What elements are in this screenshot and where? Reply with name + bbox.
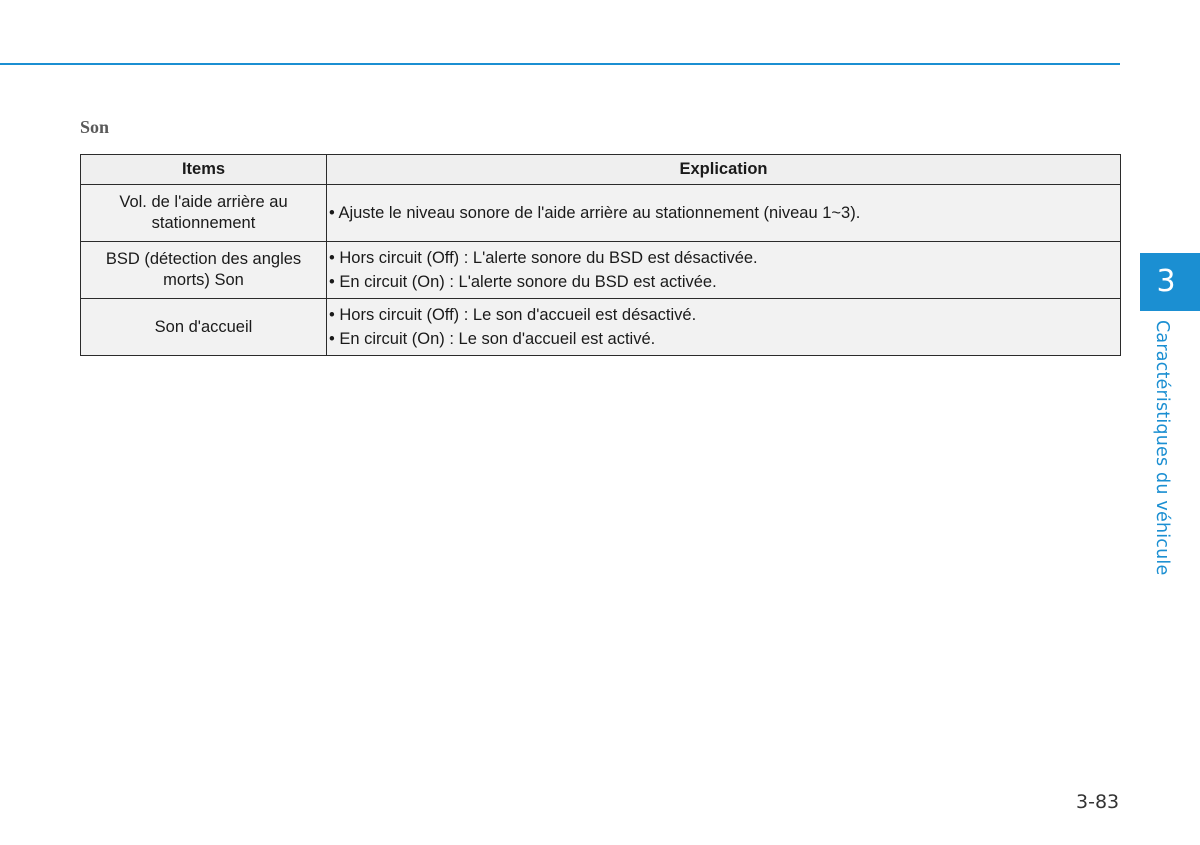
page-number: 3-83 [1076, 791, 1120, 813]
header-explication: Explication [327, 155, 1121, 185]
table-row [81, 299, 1121, 356]
row-item: BSD (détection des angles morts) Son [81, 242, 327, 299]
chapter-tab [1140, 253, 1200, 311]
settings-table [80, 154, 1121, 356]
table-row [81, 185, 1121, 242]
chapter-label: Caractéristiques du véhicule [1152, 320, 1172, 576]
top-rule [0, 63, 1120, 65]
row-explication [327, 185, 1121, 242]
row-item: Son d'accueil [81, 299, 327, 356]
section-title: Son [80, 117, 110, 137]
table-header-row [81, 155, 1121, 185]
explication-line: • En circuit (On) : Le son d'accueil est activé. [329, 330, 656, 348]
row-item: Vol. de l'aide arrière au stationnement [81, 185, 327, 242]
table-row [81, 242, 1121, 299]
explication-line: • En circuit (On) : L'alerte sonore du BSD est activée. [329, 273, 717, 291]
explication-line: • Hors circuit (Off) : Le son d'accueil est désactivé. [329, 306, 697, 324]
explication-line: • Hors circuit (Off) : L'alerte sonore du BSD est désactivée. [329, 249, 758, 267]
row-explication [327, 299, 1121, 356]
header-items: Items [81, 155, 327, 185]
chapter-number: 3 [1156, 264, 1176, 299]
explication-line: • Ajuste le niveau sonore de l'aide arrière au stationnement (niveau 1~3). [329, 204, 861, 222]
row-explication [327, 242, 1121, 299]
